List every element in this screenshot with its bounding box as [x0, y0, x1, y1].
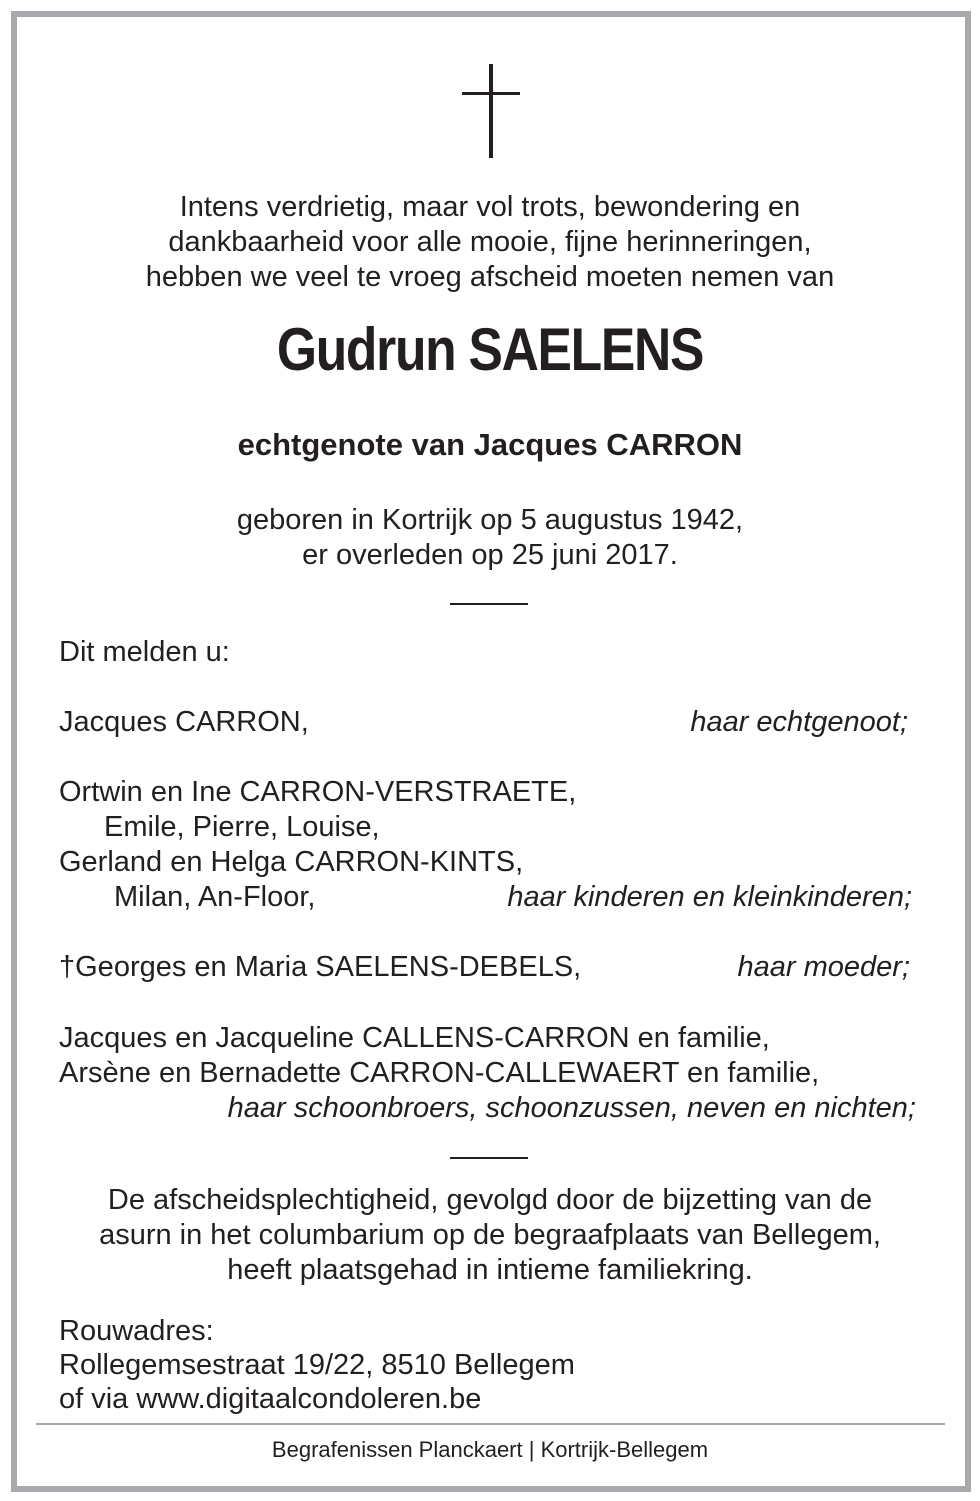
- intro-line: Intens verdrietig, maar vol trots, bewondering en: [179, 191, 801, 223]
- ceremony-line: De afscheidsplechtigheid, gevolgd door de bijzetting van de: [107, 1184, 873, 1216]
- child-line: Ortwin en Ine CARRON-VERSTRAETE,: [59, 776, 577, 808]
- parents-role: haar moeder;: [737, 951, 910, 983]
- deceased-name: Gudrun SAELENS: [276, 316, 704, 383]
- ceremony-line: asurn in het columbarium op de begraafplaats van Bellegem,: [99, 1219, 881, 1251]
- footer-divider: [36, 1423, 945, 1425]
- address-label: Rouwadres:: [59, 1315, 214, 1347]
- child-line: Gerland en Helga CARRON-KINTS,: [59, 846, 524, 878]
- husband-role: haar echtgenoot;: [690, 706, 908, 738]
- divider: [450, 603, 528, 605]
- born-line: geboren in Kortrijk op 5 augustus 1942,: [236, 504, 744, 536]
- inlaws-role: haar schoonbroers, schoonzussen, neven en nichten;: [227, 1092, 916, 1124]
- divider: [450, 1157, 528, 1159]
- parents-name: †Georges en Maria SAELENS-DEBELS,: [59, 951, 582, 983]
- address-street: Rollegemsestraat 19/22, 8510 Bellegem: [59, 1349, 575, 1381]
- footer-text: Begrafenissen Planckaert | Kortrijk-Bellegem: [271, 1437, 709, 1462]
- inlaw-line: Jacques en Jacqueline CALLENS-CARRON en familie,: [59, 1022, 770, 1054]
- children-role: haar kinderen en kleinkinderen;: [507, 881, 912, 913]
- ceremony-text: [0, 1183, 980, 1288]
- address-web: of via www.digitaalcondoleren.be: [59, 1383, 482, 1415]
- intro-text: [0, 190, 980, 295]
- intro-line: hebben we veel te vroeg afscheid moeten nemen van: [145, 261, 835, 293]
- died-line: er overleden op 25 juni 2017.: [302, 539, 678, 571]
- announce-heading: Dit melden u:: [59, 636, 230, 668]
- ceremony-line: heeft plaatsgehad in intieme familiekring.: [227, 1254, 753, 1286]
- intro-line: dankbaarheid voor alle mooie, fijne herinneringen,: [168, 226, 812, 258]
- born-died: [0, 503, 980, 573]
- spouse-line: echtgenote van Jacques CARRON: [237, 427, 743, 462]
- husband-name: Jacques CARRON,: [59, 706, 309, 738]
- inlaw-line: Arsène en Bernadette CARRON-CALLEWAERT en familie,: [59, 1057, 820, 1089]
- grandchild-line: Emile, Pierre, Louise,: [104, 811, 380, 843]
- grandchild-line: Milan, An-Floor,: [114, 881, 316, 913]
- cross-icon: [462, 64, 522, 158]
